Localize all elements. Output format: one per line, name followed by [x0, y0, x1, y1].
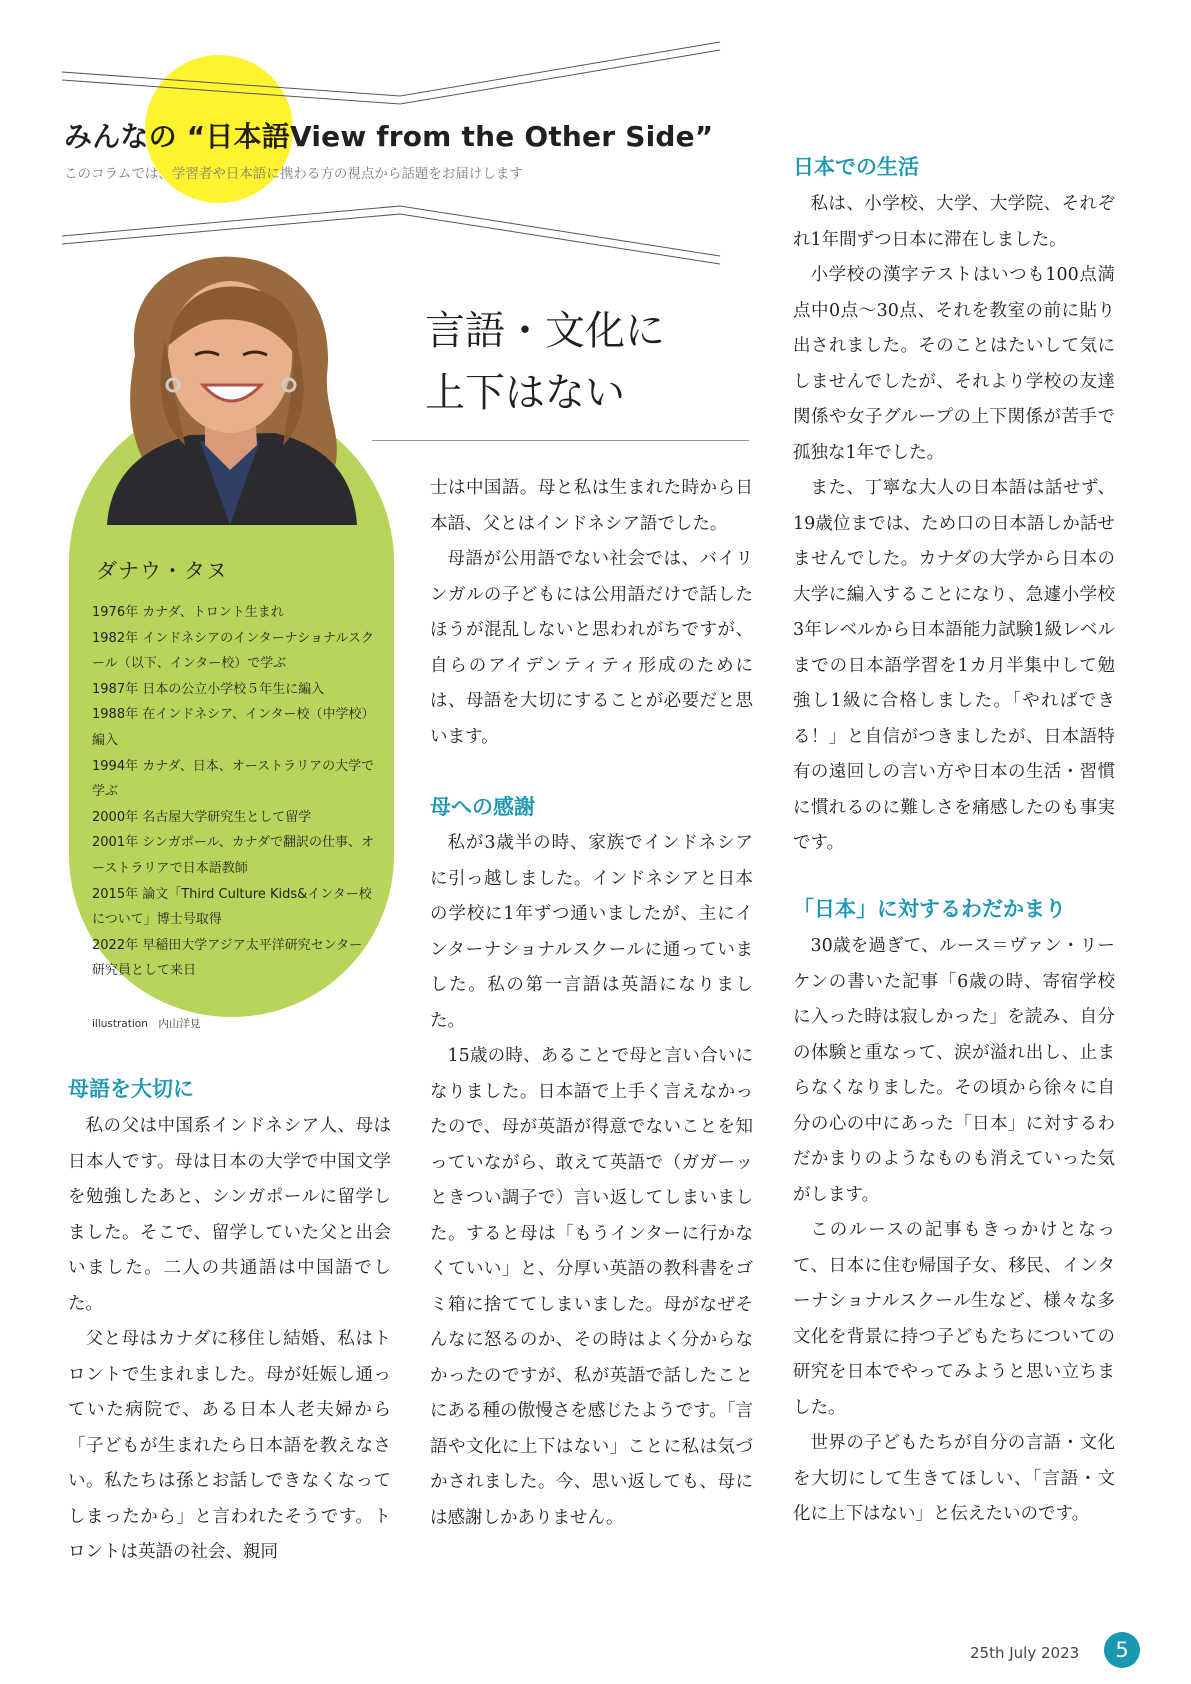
- paragraph: また、丁寧な大人の日本語は話せず、19歳位までは、ため口の日本語しか話せませんでした。カナダの大学から日本の大学に編入することになり、急遽小学校3年レベルから日本語能力試験1級レベルまでの日本語学習を1カ月半集中して勉強し1級に合格しました。「やればできる！」と自信がつきましたが、日本語特有の遠回しの言い方や日本の生活・習慣に慣れるのに難しさを痛感したのも事実です。: [793, 478, 1115, 853]
- column-3-body-top: [793, 187, 1115, 862]
- issue-date: 25th July 2023: [970, 1644, 1080, 1662]
- portrait-illustration: [95, 245, 365, 525]
- column-3-body-bottom: [793, 929, 1115, 1533]
- page-number: 5: [1104, 1632, 1140, 1668]
- paragraph: 私の父は中国系インドネシア人、母は日本人です。母は日本の大学で中国文学を勉強したあと、シンガポールに留学しました。そこで、留学していた父と出会いました。二人の共通語は中国語でした。: [68, 1116, 391, 1314]
- headline-line-2: 上下はない: [425, 370, 625, 416]
- profile-item: 1987年 日本の公立小学校５年生に編入: [92, 681, 325, 697]
- section-heading: 「日本」に対するわだかまり: [793, 897, 1066, 921]
- headline-divider: [372, 440, 749, 441]
- section-heading: 母語を大切に: [68, 1077, 194, 1101]
- profile-name: ダナウ・タヌ: [96, 559, 228, 583]
- column-2-body-top: [430, 471, 753, 755]
- paragraph: 世界の子どもたちが自分の言語・文化を大切にして生きてほしい、「言語・文化に上下はない」と伝えたいのです。: [793, 1433, 1115, 1524]
- paragraph: 私が3歳半の時、家族でインドネシアに引っ越しました。インドネシアと日本の学校に1年ずつ通いましたが、主にインターナショナルスクールに通っていました。私の第一言語は英語になりました。: [430, 833, 753, 1031]
- column-1-body: [68, 1109, 391, 1571]
- section-heading: 日本での生活: [793, 155, 919, 179]
- profile-timeline: [92, 600, 375, 984]
- profile-item: 2001年 シンガポール、カナダで翻訳の仕事、オーストラリアで日本語教師: [92, 835, 374, 876]
- illustration-credit: illustration 内山洋見: [92, 1018, 201, 1030]
- paragraph: 小学校の漢字テストはいつも100点満点中0点～30点、それを教室の前に貼り出されました。そのことはたいして気にしませんでしたが、それより学校の友達関係や女子グループの上下関係が苦手で孤独な1年でした。: [793, 265, 1115, 463]
- paragraph: 15歳の時、あることで母と言い合いになりました。日本語で上手く言えなかったので、母が英語が得意でないことを知っていながら、敢えて英語で（ガガーッときつい調子で）言い返してしまいました。すると母は「もうインターに行かなくていい」と、分厚い英語の教科書をゴミ箱に捨ててしまいました。母がなぜそんなに怒るのか、その時はよく分からなかったのですが、私が英語で話したことにある種の傲慢さを感じたようです。「言語や文化に上下はない」ことに私は気づかされました。今、思い返しても、母には感謝しかありません。: [430, 1046, 753, 1528]
- profile-item: 1988年 在インドネシア、インター校（中学校）編入: [92, 707, 375, 748]
- paragraph: 私は、小学校、大学、大学院、それぞれ1年間ずつ日本に滞在しました。: [793, 194, 1115, 250]
- series-title: みんなの “日本語View from the Other Side”: [64, 120, 714, 153]
- paragraph: 父と母はカナダに移住し結婚、私はトロントで生まれました。母が妊娠し通っていた病院で、ある日本人老夫婦から「子どもが生まれたら日本語を教えなさい。私たちは孫とお話しできなくなってしまったから」と言われたそうです。トロントは英語の社会、親同: [68, 1329, 391, 1562]
- paragraph: このルースの記事もきっかけとなって、日本に住む帰国子女、移民、インターナショナルスクール生など、様々な多文化を背景に持つ子どもたちについての研究を日本でやってみようと思い立ちました。: [793, 1220, 1115, 1418]
- section-heading: 母への感謝: [430, 795, 535, 819]
- profile-item: 2000年 名古屋大学研究生として留学: [92, 809, 312, 825]
- headline-line-1: 言語・文化に: [425, 308, 665, 354]
- profile-item: 2015年 論文「Third Culture Kids&インター校について」博士号取得: [92, 886, 372, 928]
- profile-item: 1982年 インドネシアのインターナショナルスクール（以下、インター校）で学ぶ: [92, 630, 375, 672]
- column-2-body: [430, 826, 753, 1536]
- paragraph: 母語が公用語でない社会では、バイリンガルの子どもには公用語だけで話したほうが混乱しないと思われがちですが、自らのアイデンティティ形成のためには、母語を大切にすることが必要だと思います。: [430, 549, 753, 747]
- article-headline: [425, 300, 665, 424]
- paragraph-continued: 士は中国語。母と私は生まれた時から日本語、父とはインドネシア語でした。: [430, 478, 753, 534]
- series-subtitle: このコラムでは、学習者や日本語に携わる方の視点から話題をお届けします: [64, 166, 523, 182]
- profile-item: 1994年 カナダ、日本、オーストラリアの大学で学ぶ: [92, 758, 375, 800]
- profile-item: 1976年 カナダ、トロント生まれ: [92, 605, 284, 620]
- paragraph: 30歳を過ぎて、ルース＝ヴァン・リーケンの書いた記事「6歳の時、寄宿学校に入った時は寂しかった」を読み、自分の体験と重なって、涙が溢れ出し、止まらなくなりました。その頃から徐々に自分の心の中にあった「日本」に対するわだかまりのようなものも消えていった気がします。: [793, 936, 1115, 1205]
- profile-item: 2022年 早稲田大学アジア太平洋研究センター研究員として来日: [92, 937, 363, 979]
